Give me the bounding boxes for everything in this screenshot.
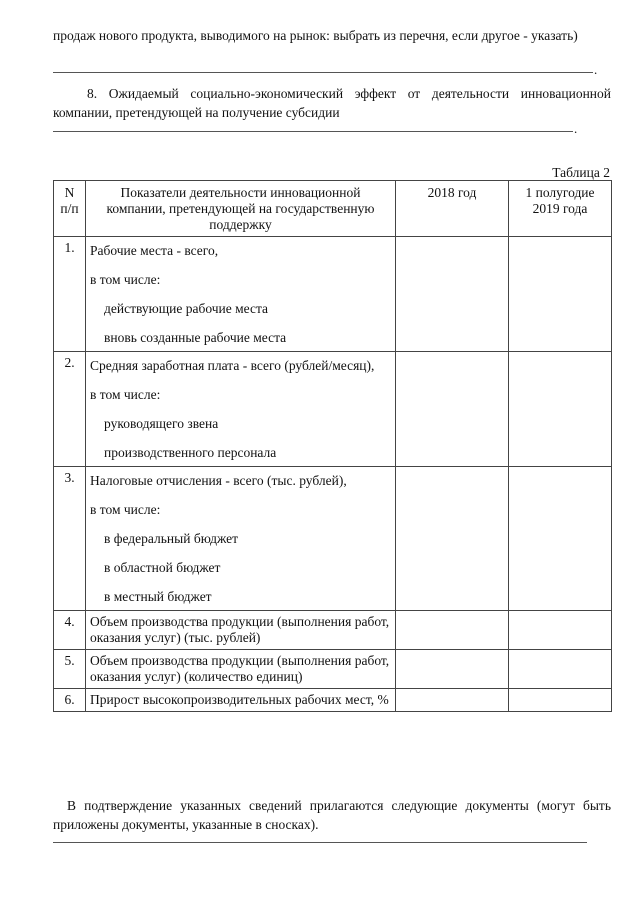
row-number: 5. bbox=[54, 650, 86, 689]
header-2018: 2018 год bbox=[396, 181, 509, 237]
table-row bbox=[54, 689, 612, 712]
row-number: 2. bbox=[54, 352, 86, 467]
indicator-title: Налоговые отчисления - всего (тыс. рублей), bbox=[90, 473, 347, 488]
indicator-subitem: в том числе: bbox=[90, 387, 161, 402]
indicator-subitem: в том числе: bbox=[90, 272, 161, 287]
value-cell-2019-h1[interactable] bbox=[509, 689, 612, 712]
indicator-subitem: руководящего звена bbox=[104, 416, 219, 431]
table-row bbox=[54, 611, 612, 650]
row-number: 4. bbox=[54, 611, 86, 650]
indicator-cell bbox=[86, 352, 396, 467]
indicator-title: Средняя заработная плата - всего (рублей/месяц), bbox=[90, 358, 375, 373]
table-header-row bbox=[54, 181, 612, 237]
indicator-subitem: действующие рабочие места bbox=[104, 301, 269, 316]
table-row bbox=[54, 467, 612, 611]
indicator-title: Объем производства продукции (выполнения работ, оказания услуг) (количество единиц) bbox=[86, 650, 396, 689]
value-cell-2018[interactable] bbox=[396, 237, 509, 352]
indicator-subitem: в том числе: bbox=[90, 502, 161, 517]
value-cell-2019-h1[interactable] bbox=[509, 650, 612, 689]
value-cell-2019-h1[interactable] bbox=[509, 611, 612, 650]
table-label: Таблица 2 bbox=[552, 165, 610, 180]
indicator-cell bbox=[86, 467, 396, 611]
line-end-dot: . bbox=[594, 62, 598, 77]
intro-paragraph: продаж нового продукта, выводимого на рынок: выбрать из перечня, если другое - указать) bbox=[53, 28, 578, 43]
indicator-subitem: в федеральный бюджет bbox=[104, 531, 238, 546]
row-number: 3. bbox=[54, 467, 86, 611]
value-cell-2018[interactable] bbox=[396, 467, 509, 611]
indicator-subitem: производственного персонала bbox=[104, 445, 277, 460]
value-cell-2018[interactable] bbox=[396, 650, 509, 689]
value-cell-2018[interactable] bbox=[396, 689, 509, 712]
indicator-cell bbox=[86, 237, 396, 352]
value-cell-2019-h1[interactable] bbox=[509, 352, 612, 467]
value-cell-2019-h1[interactable] bbox=[509, 237, 612, 352]
indicator-subitem: вновь созданные рабочие места bbox=[104, 330, 287, 345]
row-number: 1. bbox=[54, 237, 86, 352]
item-8-paragraph: 8. Ожидаемый социально-экономический эффект от деятельности инновационной компании, претендующей на получение субсидии bbox=[53, 86, 611, 120]
indicator-subitem: в местный бюджет bbox=[104, 589, 212, 604]
fill-in-line bbox=[53, 842, 587, 843]
header-number: N п/п bbox=[54, 181, 86, 237]
line-end-dot: . bbox=[574, 121, 578, 136]
indicator-title: Объем производства продукции (выполнения работ, оказания услуг) (тыс. рублей) bbox=[86, 611, 396, 650]
header-indicator: Показатели деятельности инновационной компании, претендующей на государственную поддержку bbox=[86, 181, 396, 237]
table-row bbox=[54, 352, 612, 467]
table-row bbox=[54, 237, 612, 352]
header-2019-h1: 1 полугодие 2019 года bbox=[509, 181, 612, 237]
fill-in-line bbox=[53, 131, 573, 132]
value-cell-2018[interactable] bbox=[396, 611, 509, 650]
indicators-table bbox=[53, 180, 612, 712]
value-cell-2018[interactable] bbox=[396, 352, 509, 467]
confirmation-paragraph: В подтверждение указанных сведений прилагаются следующие документы (могут быть приложены документы, указанные в сносках). bbox=[53, 798, 611, 832]
row-number: 6. bbox=[54, 689, 86, 712]
indicator-title: Рабочие места - всего, bbox=[90, 243, 219, 258]
indicator-title: Прирост высокопроизводительных рабочих мест, % bbox=[86, 689, 396, 712]
indicator-subitem: в областной бюджет bbox=[104, 560, 221, 575]
table-row bbox=[54, 650, 612, 689]
value-cell-2019-h1[interactable] bbox=[509, 467, 612, 611]
fill-in-line bbox=[53, 72, 593, 73]
